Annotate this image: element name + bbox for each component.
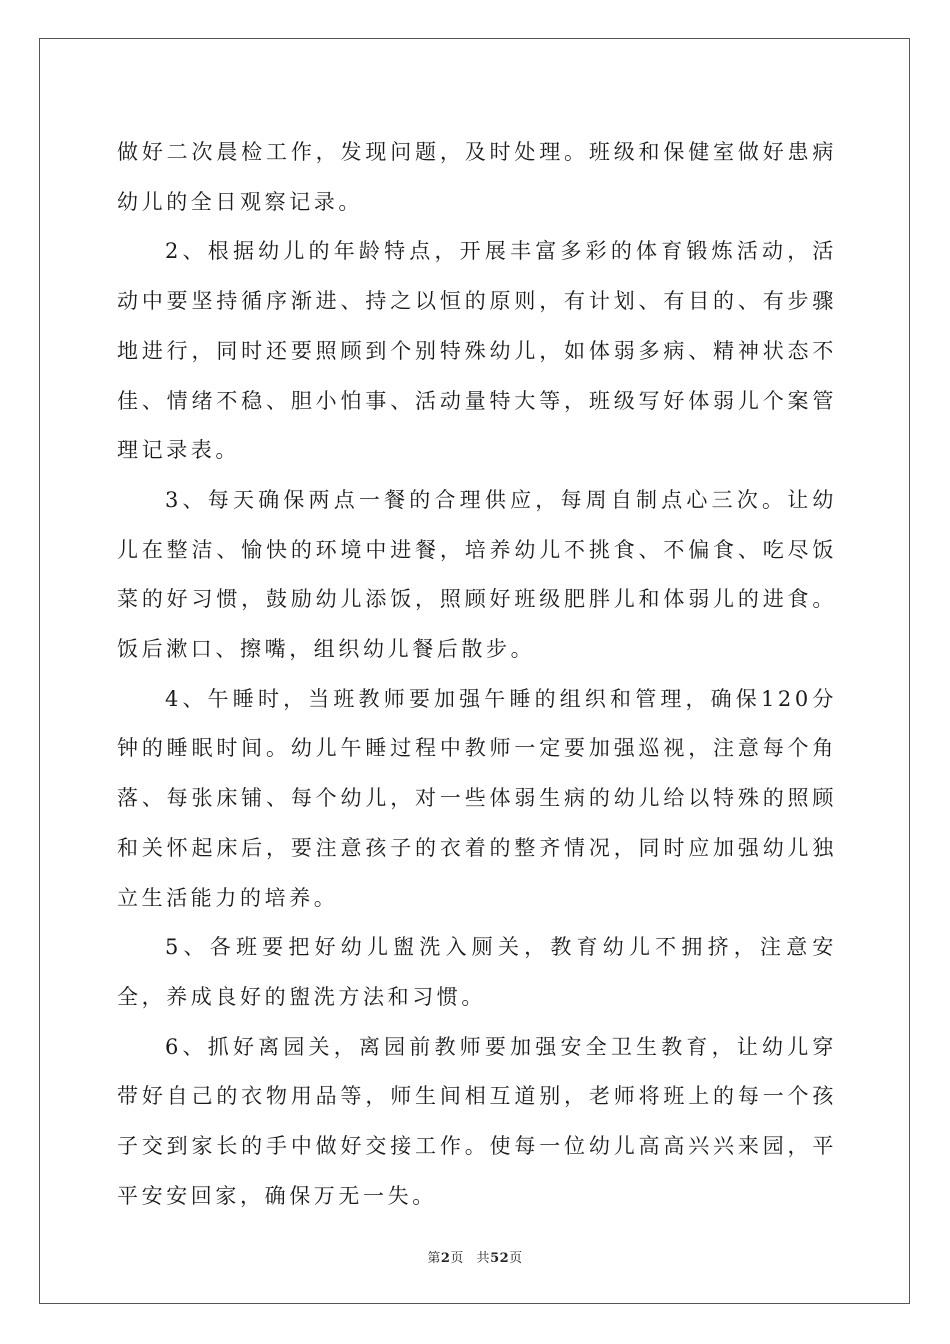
total-pages: 52: [490, 1251, 510, 1266]
page-number: 2: [440, 1251, 451, 1266]
page-prefix: 第: [427, 1251, 441, 1266]
document-body: [117, 128, 837, 1221]
total-suffix: 页: [509, 1251, 523, 1266]
paragraph-item-5: 5、各班要把好幼儿盥洗入厕关，教育幼儿不拥挤，注意安全，养成良好的盥洗方法和习惯。: [117, 935, 837, 1009]
page-indicator: [427, 1251, 464, 1266]
paragraph-item-2: 2、根据幼儿的年龄特点，开展丰富多彩的体育锻炼活动，活动中要坚持循序渐进、持之以恒的原则，有计划、有目的、有步骤地进行，同时还要照顾到个别特殊幼儿，如体弱多病、精神状态不佳、情绪不稳、胆小怕事、活动量特大等，班级写好体弱儿个案管理记录表。: [117, 239, 837, 463]
paragraph-item-4: 4、午睡时，当班教师要加强午睡的组织和管理，确保120分钟的睡眠时间。幼儿午睡过程中教师一定要加强巡视，注意每个角落、每张床铺、每个幼儿，对一些体弱生病的幼儿给以特殊的照顾和关怀起床后，要注意孩子的衣着的整齐情况，同时应加强幼儿独立生活能力的培养。: [117, 686, 837, 910]
total-pages-indicator: [477, 1251, 523, 1266]
total-prefix: 共: [476, 1251, 491, 1266]
page-suffix: 页: [450, 1251, 464, 1266]
paragraph-continuation: 做好二次晨检工作，发现问题，及时处理。班级和保健室做好患病幼儿的全日观察记录。: [117, 140, 837, 214]
page-footer: [0, 1247, 950, 1266]
paragraph-item-6: 6、抓好离园关，离园前教师要加强安全卫生教育，让幼儿穿带好自己的衣物用品等，师生间相互道别，老师将班上的每一个孩子交到家长的手中做好交接工作。使每一位幼儿高高兴兴来园，平平安安回家，确保万无一失。: [117, 1034, 837, 1208]
paragraph-item-3: 3、每天确保两点一餐的合理供应，每周自制点心三次。让幼儿在整洁、愉快的环境中进餐，培养幼儿不挑食、不偏食、吃尽饭菜的好习惯，鼓励幼儿添饭，照顾好班级肥胖儿和体弱儿的进食。饭后漱口、擦嘴，组织幼儿餐后散步。: [117, 487, 837, 662]
